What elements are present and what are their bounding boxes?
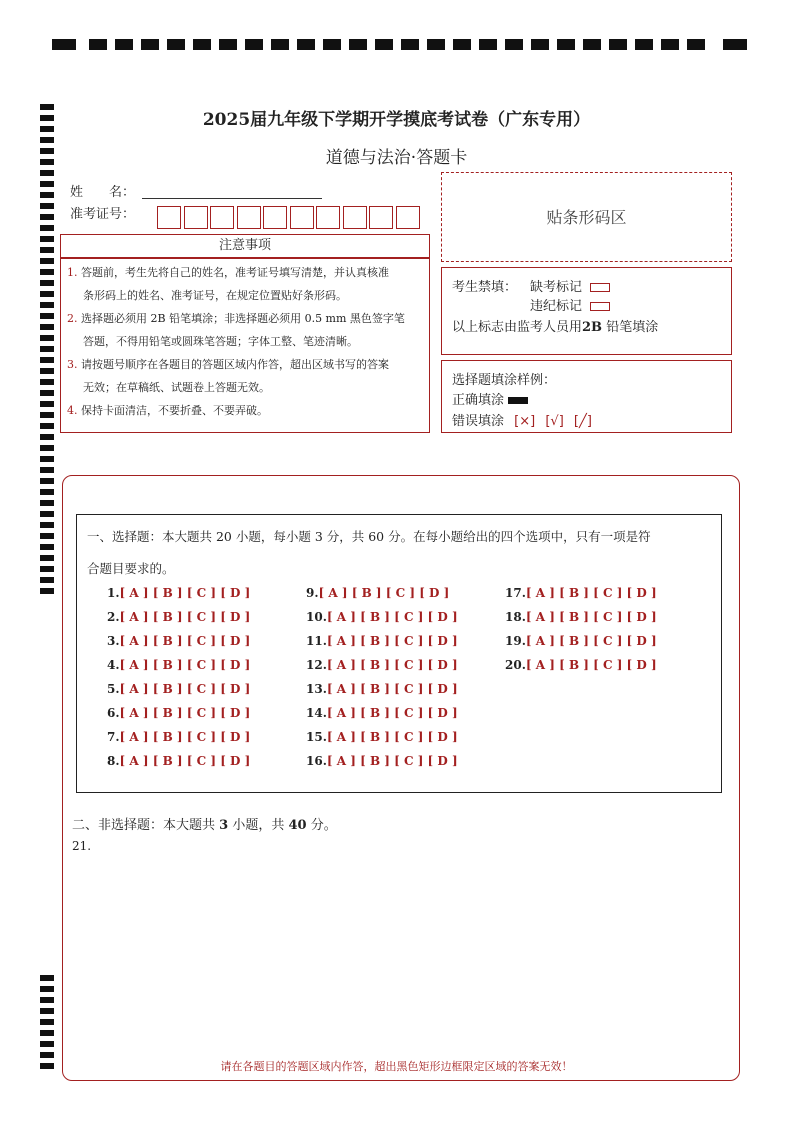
answer-options[interactable]: [ A ] [ B ] [ C ] [ D ] [119, 610, 251, 624]
fill-sample-box [441, 360, 732, 433]
choice-question[interactable]: 5.[ A ] [ B ] [ C ] [ D ] [107, 682, 251, 696]
choice-question[interactable]: 1.[ A ] [ B ] [ C ] [ D ] [107, 586, 251, 600]
answer-options[interactable]: [ A ] [ B ] [ C ] [ D ] [318, 586, 450, 600]
id-cell[interactable] [369, 206, 393, 229]
name-label: 姓 名： [70, 185, 136, 200]
id-cell[interactable] [290, 206, 314, 229]
filled-sample-mark [508, 397, 528, 404]
choice-question[interactable]: 3.[ A ] [ B ] [ C ] [ D ] [107, 634, 251, 648]
answer-options[interactable]: [ A ] [ B ] [ C ] [ D ] [525, 610, 657, 624]
id-cell[interactable] [396, 206, 420, 229]
wrong-mark-x: [×] [514, 414, 536, 429]
violation-mark[interactable]: 违纪标记 [530, 295, 610, 314]
choice-question[interactable]: 18.[ A ] [ B ] [ C ] [ D ] [505, 610, 657, 624]
violation-box[interactable] [590, 302, 610, 311]
notice-title: 注意事项 [218, 238, 271, 253]
choice-question[interactable]: 17.[ A ] [ B ] [ C ] [ D ] [505, 586, 657, 600]
wrong-mark-check: [√] [545, 414, 564, 429]
sample-correct: 正确填涂 [452, 389, 528, 408]
choice-question[interactable]: 10.[ A ] [ B ] [ C ] [ D ] [306, 610, 458, 624]
choice-question[interactable]: 12.[ A ] [ B ] [ C ] [ D ] [306, 658, 458, 672]
id-cell[interactable] [157, 206, 181, 229]
id-cell[interactable] [210, 206, 234, 229]
answer-options[interactable]: [ A ] [ B ] [ C ] [ D ] [525, 634, 657, 648]
answer-options[interactable]: [ A ] [ B ] [ C ] [ D ] [119, 706, 251, 720]
question-21-label: 21. [72, 839, 92, 853]
name-field[interactable] [142, 198, 322, 199]
choice-question[interactable]: 15.[ A ] [ B ] [ C ] [ D ] [306, 730, 458, 744]
choice-question[interactable]: 20.[ A ] [ B ] [ C ] [ D ] [505, 658, 657, 672]
choice-question[interactable]: 7.[ A ] [ B ] [ C ] [ D ] [107, 730, 251, 744]
choice-question[interactable]: 19.[ A ] [ B ] [ C ] [ D ] [505, 634, 657, 648]
choice-question[interactable]: 13.[ A ] [ B ] [ C ] [ D ] [306, 682, 458, 696]
section1-instruction-line1: 一、选择题：本大题共 20 小题，每小题 3 分，共 60 分。在每小题给出的四个选项中，只有一项是符 [87, 529, 651, 544]
prohibit-label: 考生禁填： [452, 280, 518, 295]
choice-question[interactable]: 11.[ A ] [ B ] [ C ] [ D ] [306, 634, 458, 648]
barcode-label: 贴条形码区 [546, 208, 627, 227]
answer-options[interactable]: [ A ] [ B ] [ C ] [ D ] [119, 754, 251, 768]
absent-box[interactable] [590, 283, 610, 292]
answer-options[interactable]: [ A ] [ B ] [ C ] [ D ] [119, 658, 251, 672]
wrong-mark-slash: [╱] [573, 414, 592, 429]
id-cell[interactable] [184, 206, 208, 229]
notice-header [60, 234, 430, 258]
answer-options[interactable]: [ A ] [ B ] [ C ] [ D ] [119, 730, 251, 744]
question-21-answer-area[interactable] [72, 858, 722, 1048]
prohibit-box [441, 267, 732, 355]
notice-item: 2. 选择题必须用 2B 铅笔填涂；非选择题必须用 0.5 mm 黑色签字笔 答题，不得用铅笔或圆珠笔答题；字体工整、笔迹清晰。 [67, 312, 405, 348]
answer-options[interactable]: [ A ] [ B ] [ C ] [ D ] [326, 634, 458, 648]
answer-options[interactable]: [ A ] [ B ] [ C ] [ D ] [326, 730, 458, 744]
choice-question[interactable]: 4.[ A ] [ B ] [ C ] [ D ] [107, 658, 251, 672]
choice-question[interactable]: 2.[ A ] [ B ] [ C ] [ D ] [107, 610, 251, 624]
id-cell[interactable] [237, 206, 261, 229]
prohibit-note: 以上标志由监考人员用2B 铅笔填涂 [452, 320, 659, 335]
id-cell[interactable] [316, 206, 340, 229]
answer-options[interactable]: [ A ] [ B ] [ C ] [ D ] [326, 682, 458, 696]
section2-title: 二、非选择题：本大题共 3 小题，共 40 分。 [72, 818, 337, 833]
choice-question[interactable]: 14.[ A ] [ B ] [ C ] [ D ] [306, 706, 458, 720]
section1-instruction-line2: 合题目要求的。 [87, 561, 175, 576]
notice-item: 3. 请按题号顺序在各题目的答题区域内作答，超出区域书写的答案 无效；在草稿纸、试题卷上答题无效。 [67, 358, 389, 394]
id-label: 准考证号： [70, 207, 136, 222]
id-cell[interactable] [263, 206, 287, 229]
choice-question[interactable]: 9.[ A ] [ B ] [ C ] [ D ] [306, 586, 450, 600]
card-subtitle: 道德与法治·答题卡 [325, 148, 468, 168]
choice-question[interactable]: 8.[ A ] [ B ] [ C ] [ D ] [107, 754, 251, 768]
answer-options[interactable]: [ A ] [ B ] [ C ] [ D ] [119, 586, 251, 600]
absent-mark[interactable]: 缺考标记 [530, 276, 610, 295]
sample-title: 选择题填涂样例： [452, 373, 557, 388]
id-cell[interactable] [343, 206, 367, 229]
answer-options[interactable]: [ A ] [ B ] [ C ] [ D ] [119, 634, 251, 648]
sample-wrong: 错误填涂 [×] [√] [╱] [452, 414, 592, 429]
answer-options[interactable]: [ A ] [ B ] [ C ] [ D ] [326, 658, 458, 672]
answer-options[interactable]: [ A ] [ B ] [ C ] [ D ] [326, 610, 458, 624]
answer-options[interactable]: [ A ] [ B ] [ C ] [ D ] [326, 754, 458, 768]
answer-options[interactable]: [ A ] [ B ] [ C ] [ D ] [119, 682, 251, 696]
footer-warning: 请在各题目的答题区域内作答，超出黑色矩形边框限定区域的答案无效！ [220, 1060, 573, 1073]
answer-options[interactable]: [ A ] [ B ] [ C ] [ D ] [525, 658, 657, 672]
notice-body [60, 258, 430, 433]
answer-options[interactable]: [ A ] [ B ] [ C ] [ D ] [326, 706, 458, 720]
answer-options[interactable]: [ A ] [ B ] [ C ] [ D ] [525, 586, 657, 600]
notice-item: 4. 保持卡面清洁，不要折叠、不要弄破。 [67, 404, 268, 417]
choice-question[interactable]: 16.[ A ] [ B ] [ C ] [ D ] [306, 754, 458, 768]
page-title: 2025届九年级下学期开学摸底考试卷（广东专用） [202, 110, 591, 130]
choice-question[interactable]: 6.[ A ] [ B ] [ C ] [ D ] [107, 706, 251, 720]
barcode-area [441, 172, 732, 262]
notice-item: 1. 答题前，考生先将自己的姓名，准考证号填写清楚，并认真核准 条形码上的姓名、准考证号，在规定位置贴好条形码。 [67, 266, 389, 302]
choice-section [76, 514, 722, 793]
